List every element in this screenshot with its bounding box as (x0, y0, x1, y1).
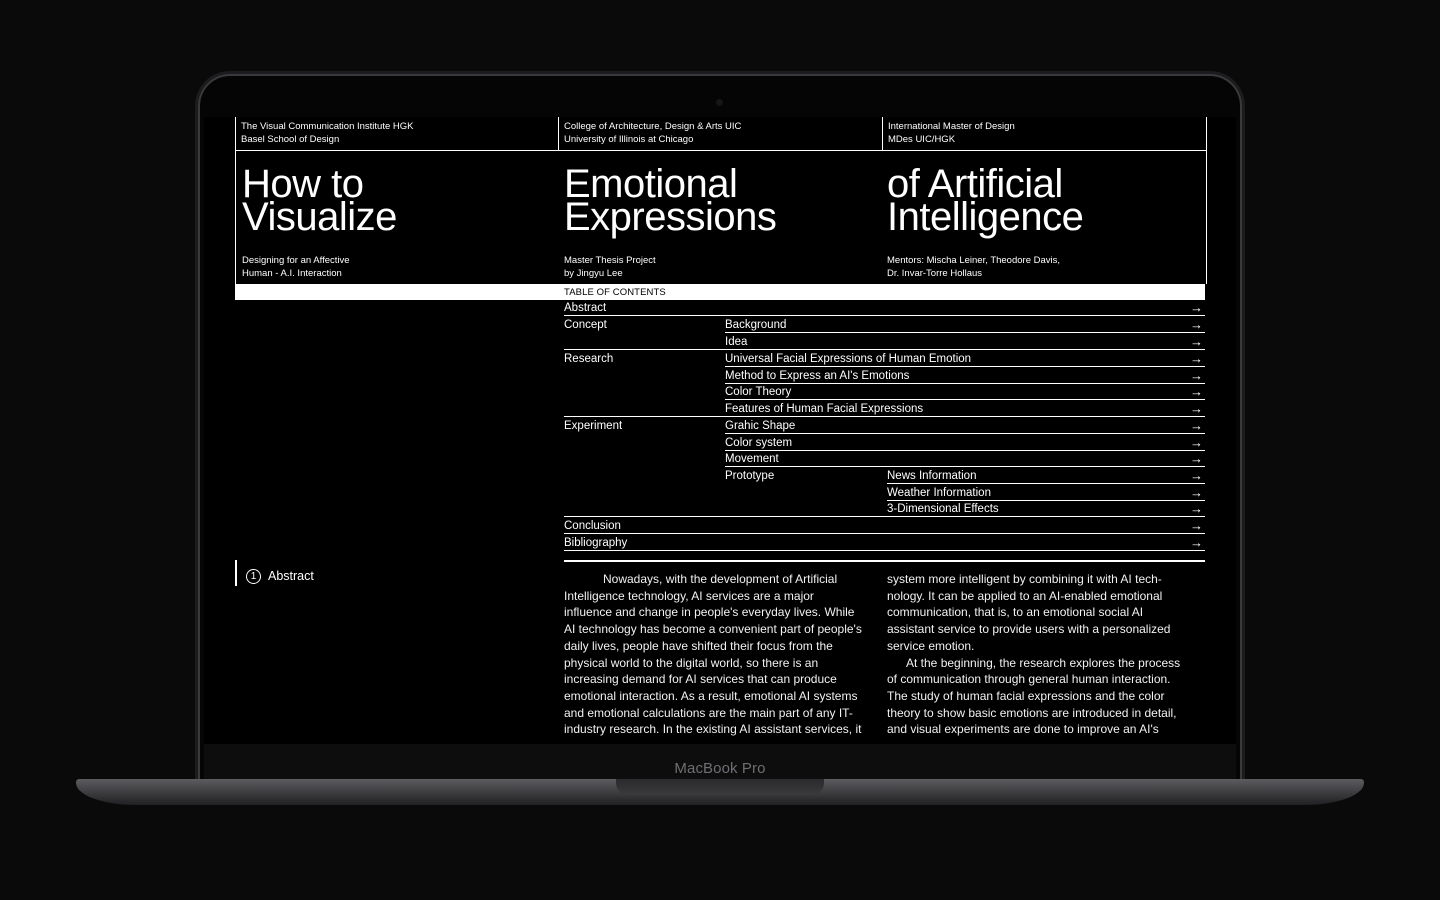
section-number-badge: 1 (246, 569, 261, 584)
toc-item-label: Universal Facial Expressions of Human Emotion (725, 353, 972, 365)
abstract-line: and emotional calculations are the main part of any IT- (564, 705, 853, 720)
abstract-text-right (887, 571, 1207, 738)
arrow-right-icon: → (1190, 518, 1203, 533)
arrow-right-icon: → (1190, 451, 1203, 466)
abstract-line: Intelligence technology, AI services are a major (564, 588, 814, 603)
arrow-right-icon: → (1190, 435, 1203, 450)
toc-section-prototype[interactable]: Prototype (725, 470, 775, 482)
subtitle-line: Designing for an Affective (242, 255, 350, 266)
toc-item-universal-facial-expressions[interactable] (725, 351, 1205, 367)
toc-item-label: Grahic Shape (725, 420, 796, 432)
toc-item-label: Bibliography (564, 537, 628, 549)
title-column-2 (564, 151, 884, 279)
abstract-line: daily lives, people have shifted their focus from the (564, 638, 833, 653)
toc-item-label: Conclusion (564, 520, 621, 532)
toc-item-color-theory[interactable] (725, 384, 1205, 400)
program-mdes (883, 117, 1206, 150)
section-divider (564, 560, 1205, 562)
abstract-line: influence and change in people's everyday lives. While (564, 605, 855, 620)
institution-line: College of Architecture, Design & Arts UIC (564, 121, 742, 132)
title-line: of Artificial (887, 162, 1063, 206)
abstract-line: theory to show basic emotions are introduced in detail, (887, 705, 1177, 720)
institution-uic (559, 117, 883, 150)
toc-item-label: 3-Dimensional Effects (887, 503, 999, 515)
title-line: Emotional (564, 162, 738, 206)
title-column-3 (887, 151, 1207, 279)
abstract-line: communication, that is, to an emotional social AI (887, 605, 1144, 620)
toc-item-background[interactable] (725, 317, 1205, 333)
subtitle-line: by Jingyu Lee (564, 267, 623, 279)
toc-item-label: Movement (725, 453, 779, 465)
toc-item-movement[interactable] (725, 451, 1205, 467)
toc-item-abstract[interactable] (564, 300, 1205, 316)
toc-item-color-system[interactable] (725, 435, 1205, 451)
arrow-right-icon: → (1190, 317, 1203, 332)
arrow-right-icon: → (1190, 300, 1203, 315)
abstract-text-left (564, 571, 884, 738)
toc-item-graphic-shape[interactable] (725, 418, 1205, 434)
toc-item-bibliography[interactable] (564, 535, 1205, 551)
toc-section-experiment[interactable]: Experiment (564, 420, 623, 432)
institution-header (235, 117, 1207, 151)
subtitle-line: Human - A.I. Interaction (242, 267, 342, 279)
toc-item-label: Idea (725, 336, 748, 348)
toc-item-label: Color Theory (725, 386, 792, 398)
toc-item-news-information[interactable] (887, 468, 1205, 484)
toc-section-concept[interactable]: Concept (564, 319, 607, 331)
subtitle-line: Master Thesis Project (564, 255, 656, 266)
toc-item-label: Weather Information (887, 487, 991, 499)
title-line: Expressions (564, 195, 777, 239)
laptop-bezel-bottom (204, 744, 1236, 782)
arrow-right-icon: → (1190, 535, 1203, 550)
abstract-line: industry research. In the existing AI assistant services, it (564, 722, 862, 737)
toc-item-method-ai-emotions[interactable] (725, 368, 1205, 384)
abstract-line: assistant service to provide users with a personalized (887, 622, 1171, 637)
arrow-right-icon: → (1190, 334, 1203, 349)
toc-heading: TABLE OF CONTENTS (564, 287, 666, 298)
abstract-line: increasing demand for AI services that can produce (564, 672, 837, 687)
institution-line: International Master of Design (888, 121, 1015, 132)
abstract-line: The study of human facial expressions and the color (887, 688, 1165, 703)
arrow-right-icon: → (1190, 384, 1203, 399)
toc-item-label: Method to Express an AI's Emotions (725, 370, 910, 382)
toc-item-weather-information[interactable] (887, 485, 1205, 501)
arrow-right-icon: → (1190, 418, 1203, 433)
title-line: Intelligence (887, 195, 1084, 239)
abstract-line: and visual experiments are done to improve an AI's (887, 722, 1159, 737)
toc-item-label: Color system (725, 437, 793, 449)
page-title (235, 151, 1207, 284)
section-title: Abstract (268, 569, 314, 583)
institution-line: MDes UIC/HGK (888, 133, 956, 145)
toc-item-label: Background (725, 319, 787, 331)
abstract-line: At the beginning, the research explores the process (906, 655, 1181, 670)
abstract-line: of communication through general human interaction. (887, 672, 1171, 687)
abstract-line: physical world to the digital world, so there is an (564, 655, 819, 670)
toc-item-conclusion[interactable] (564, 518, 1205, 534)
toc-header-bar (235, 284, 1205, 300)
arrow-right-icon: → (1190, 501, 1203, 516)
institution-line: Basel School of Design (241, 133, 340, 145)
arrow-right-icon: → (1190, 401, 1203, 416)
title-line: Visualize (242, 195, 397, 239)
toc-item-label: Features of Human Facial Expressions (725, 403, 924, 415)
thesis-webpage (204, 117, 1236, 744)
laptop-hinge-notch (616, 779, 824, 795)
camera-icon (716, 99, 723, 106)
title-column-1 (242, 151, 562, 279)
title-line: How to (242, 162, 364, 206)
institution-hgk (236, 117, 559, 150)
section-marker (235, 560, 237, 586)
abstract-line: nology. It can be applied to an AI-enabled emotional (887, 588, 1163, 603)
abstract-line: system more intelligent by combining it with AI tech- (887, 572, 1162, 586)
toc-item-label: News Information (887, 470, 977, 482)
arrow-right-icon: → (1190, 368, 1203, 383)
toc-section-research[interactable]: Research (564, 353, 614, 365)
laptop-screen (204, 117, 1236, 744)
arrow-right-icon: → (1190, 468, 1203, 483)
abstract-line: AI technology has become a convenient part of people's (564, 622, 862, 637)
subtitle-line: Mentors: Mischa Leiner, Theodore Davis, (887, 255, 1061, 266)
arrow-right-icon: → (1190, 351, 1203, 366)
toc-item-idea[interactable] (564, 334, 1205, 350)
toc-item-label: Abstract (564, 302, 607, 314)
toc-item-3d-effects[interactable] (564, 501, 1205, 517)
arrow-right-icon: → (1190, 485, 1203, 500)
abstract-line: Nowadays, with the development of Artificial (603, 572, 838, 586)
subtitle-line: Dr. Invar-Torre Hollaus (887, 267, 983, 279)
institution-line: The Visual Communication Institute HGK (241, 121, 414, 132)
abstract-line: service emotion. (887, 638, 975, 653)
toc-item-features-facial-expressions[interactable] (564, 401, 1205, 417)
institution-line: University of Illinois at Chicago (564, 133, 694, 145)
abstract-line: emotional interaction. As a result, emotional AI systems (564, 688, 858, 703)
brand-label: MacBook Pro (674, 760, 766, 777)
